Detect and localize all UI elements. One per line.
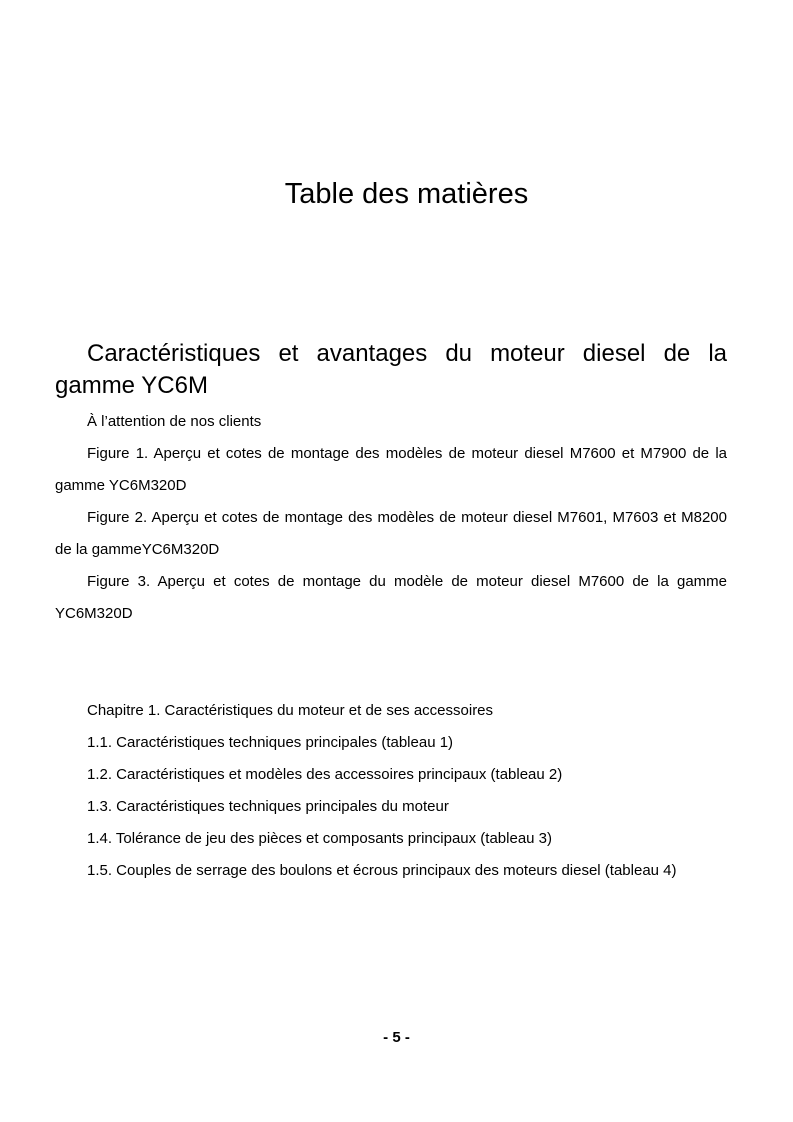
toc-entry-1-4: 1.4. Tolérance de jeu des pièces et composants principaux (tableau 3) [87, 830, 553, 847]
toc-entry-1-1: 1.1. Caractéristiques techniques principales (tableau 1) [87, 734, 454, 751]
page-number: - 5 - [383, 1029, 410, 1046]
section-heading: Caractéristiques et avantages du moteur diesel de la gamme YC6M [55, 340, 727, 399]
toc-entry-1-5: 1.5. Couples de serrage des boulons et écrous principaux des moteurs diesel (tableau 4) [87, 862, 677, 879]
toc-entry-1-3: 1.3. Caractéristiques techniques principales du moteur [87, 798, 449, 815]
chapter-list [87, 695, 727, 887]
toc-entry-chapter-1: Chapitre 1. Caractéristiques du moteur et de ses accessoires [87, 702, 494, 719]
toc-entry-1-2: 1.2. Caractéristiques et modèles des accessoires principaux (tableau 2) [87, 766, 563, 783]
toc-entry-clients: À l’attention de nos clients [87, 413, 262, 430]
toc-entry-figure-3: Figure 3. Aperçu et cotes de montage du modèle de moteur diesel M7600 de la gamme YC6M320D [55, 573, 727, 622]
page-title: Table des matières [284, 178, 529, 210]
toc-entry-figure-2: Figure 2. Aperçu et cotes de montage des modèles de moteur diesel M7601, M7603 et M8200 de la gammeYC6M320D [55, 509, 727, 558]
toc-entry-figure-1: Figure 1. Aperçu et cotes de montage des modèles de moteur diesel M7600 et M7900 de la gamme YC6M320D [55, 445, 727, 494]
intro-list [55, 406, 727, 630]
